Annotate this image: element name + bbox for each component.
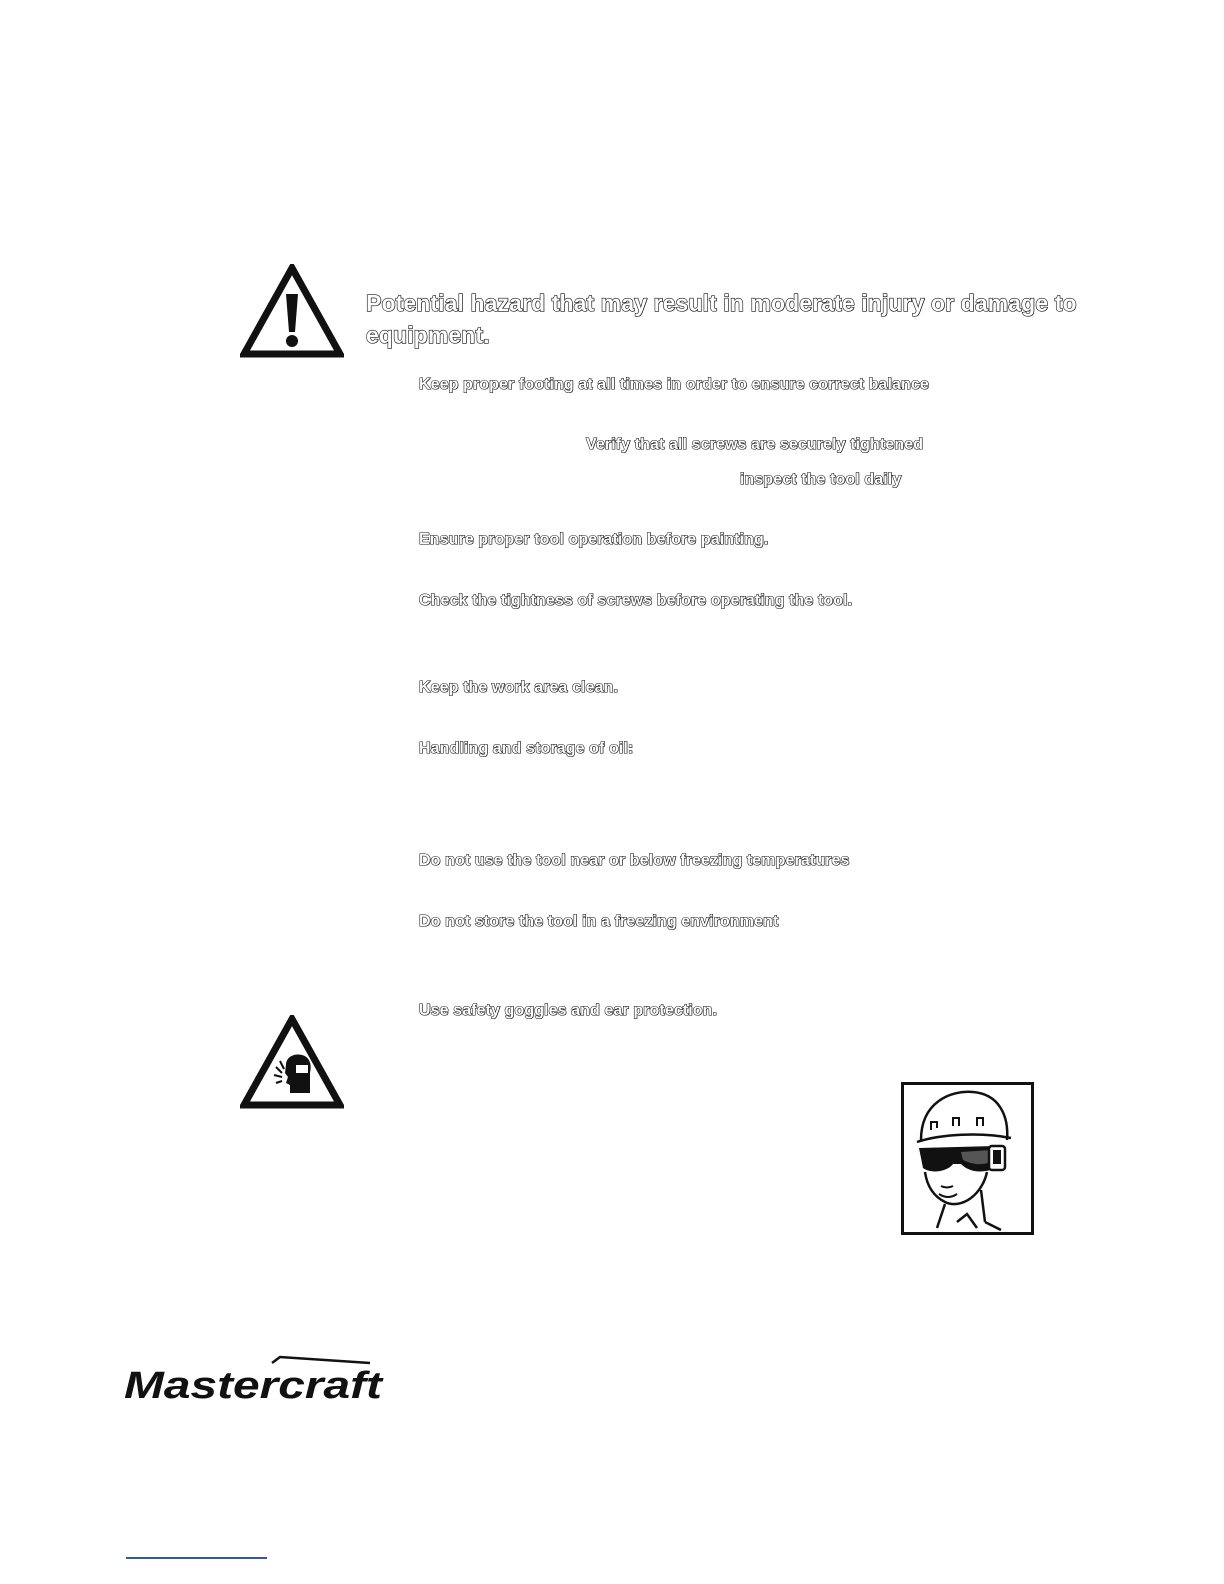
logo-text: Mastercraft [124,1365,384,1403]
item-screws-tightened: Verify that all screws are securely tightened [586,436,924,453]
item-clean-area: Keep the work area clean. [419,679,619,696]
caution-heading-line-2: equipment. [366,322,490,348]
caution-heading-line-1: Potential hazard that may result in moderate injury or damage to [366,290,1077,316]
warning-triangle-icon [240,264,344,358]
item-ensure-operation: Ensure proper tool operation before painting. [419,531,769,548]
eye-protection-warning-icon [240,1015,344,1109]
item-goggles: Use safety goggles and ear protection. [419,1002,718,1019]
mastercraft-logo [122,1355,388,1403]
item-no-freezing-store: Do not store the tool in a freezing environment [419,913,779,930]
item-inspect-daily: inspect the tool daily [740,471,902,488]
item-no-freezing-use: Do not use the tool near or below freezing temperatures [419,852,850,869]
footer-rule [126,1557,267,1559]
worker-with-helmet-goggles-earmuffs-icon [901,1082,1034,1235]
item-check-tightness: Check the tightness of screws before operating the tool. [419,592,853,609]
item-footing: Keep proper footing at all times in order to ensure correct balance [419,376,929,393]
item-oil-handling: Handling and storage of oil: [419,740,634,757]
